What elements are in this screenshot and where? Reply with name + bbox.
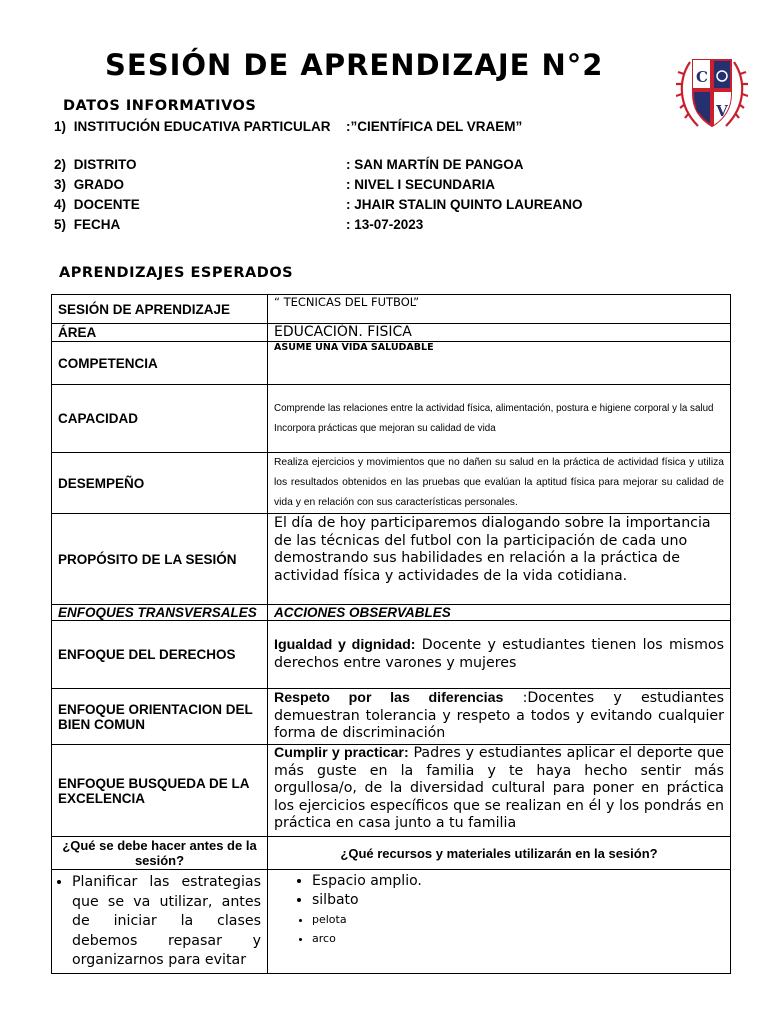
info-row-distrito (54, 157, 137, 172)
info-value-grado: : NIVEL I SECUNDARIA (346, 177, 496, 192)
header-acciones: ACCIONES OBSERVABLES (268, 605, 731, 621)
label-sesion: SESIÓN DE APRENDIZAJE (52, 295, 268, 324)
value-enfoque-bien-comun (268, 689, 731, 745)
info-num: 4) (54, 197, 67, 212)
cell-planificar (52, 870, 268, 974)
label-desempeno: DESEMPEÑO (52, 453, 268, 514)
info-row-docente (54, 197, 140, 212)
value-desempeno: Realiza ejercicios y movimientos que no dañen su salud en la práctica de actividad física y utiliza los resultados obtenidos en las pruebas que evalúan la aptitud física para mejorar su calidad de vida y en relación con sus características personales. (268, 453, 731, 514)
value-capacidad (268, 385, 731, 453)
row-enfoques-header (52, 605, 731, 621)
aprendizajes-heading: APRENDIZAJES ESPERADOS (59, 265, 294, 281)
info-label: INSTITUCIÓN EDUCATIVA PARTICULAR (73, 119, 331, 134)
row-planificar-recursos (52, 870, 731, 974)
info-value-institucion: :”CIENTÍFICA DEL VRAEM” (346, 119, 523, 134)
label-proposito: PROPÓSITO DE LA SESIÓN (52, 514, 268, 605)
info-num: 5) (54, 217, 67, 232)
info-label: GRADO (73, 177, 125, 192)
page-title: SESIÓN DE APRENDIZAJE N°2 (105, 48, 604, 82)
info-label: DISTRITO (73, 157, 137, 172)
value-enfoque-derechos (268, 621, 731, 689)
info-value-distrito: : SAN MARTÍN DE PANGOA (346, 157, 524, 172)
cell-recursos (268, 870, 731, 974)
question-antes: ¿Qué se debe hacer antes de la sesión? (52, 837, 268, 870)
planificar-list (58, 873, 261, 971)
crest-letter-v: V (716, 102, 728, 120)
value-sesion: “ TECNICAS DEL FUTBOL” (268, 295, 731, 324)
info-label: FECHA (73, 217, 121, 232)
capacidad-line-1: Comprende las relaciones entre la actividad física, alimentación, postura e higiene corporal y la salud (274, 402, 714, 414)
recurso-item: • Espacio amplio. (312, 872, 724, 891)
info-num: 3) (54, 177, 67, 192)
question-recursos: ¿Qué recursos y materiales utilizarán en la sesión? (268, 837, 731, 870)
row-capacidad (52, 385, 731, 453)
crest-letter-c: C (696, 68, 708, 86)
info-row-institucion (54, 119, 331, 134)
label-capacidad: CAPACIDAD (52, 385, 268, 453)
label-enfoque-derechos: ENFOQUE DEL DERECHOS (52, 621, 268, 689)
info-row-grado (54, 177, 124, 192)
info-value-fecha: : 13-07-2023 (346, 217, 424, 232)
planificar-item: • Planificar las estrategias que se va utilizar, antes de iniciar la clases debemos repasar y organizarnos para evitar (72, 873, 261, 971)
datos-heading: DATOS INFORMATIVOS (63, 98, 257, 114)
row-enfoque-excelencia (52, 745, 731, 837)
enfoque-bold: Igualdad y dignidad: (274, 637, 416, 653)
recurso-item: • silbato (312, 891, 724, 910)
info-label: DOCENTE (73, 197, 140, 212)
session-table (51, 294, 731, 974)
label-enfoque-bien-comun: ENFOQUE ORIENTACION DEL BIEN COMUN (52, 689, 268, 745)
label-enfoque-excelencia: ENFOQUE BUSQUEDA DE LA EXCELENCIA (52, 745, 268, 837)
info-num: 1) (54, 119, 67, 134)
label-competencia: COMPETENCIA (52, 342, 268, 385)
info-num: 2) (54, 157, 67, 172)
row-area (52, 324, 731, 342)
school-crest-logo (676, 50, 748, 136)
row-competencia (52, 342, 731, 385)
recurso-item: • pelota (312, 910, 724, 929)
row-preguntas (52, 837, 731, 870)
label-area: ÁREA (52, 324, 268, 342)
header-enfoques: ENFOQUES TRANSVERSALES (52, 605, 268, 621)
enfoque-bold: Cumplir y practicar: (274, 745, 409, 761)
capacidad-line-2: Incorpora prácticas que mejoran su calidad de vida (274, 422, 496, 434)
value-area: EDUCACIÓN. FISICA (268, 324, 731, 342)
info-row-fecha (54, 217, 120, 232)
enfoque-text: Padres y estudiantes aplicar el deporte que más guste en la familia y te haya hecho sentir más orgullosa/o, de la diversidad cultural para poner en práctica los ejercicios específicos que se realizan en él y los pondrás en práctica en casa junto a tu familia (274, 745, 724, 831)
row-enfoque-derechos (52, 621, 731, 689)
enfoque-text: :Docentes y estudiantes demuestran tolerancia y respeto a todos y evitando cualquier forma de discriminación (274, 690, 724, 742)
enfoque-text: Docente y estudiantes tienen los mismos derechos entre varones y mujeres (274, 637, 724, 671)
row-sesion (52, 295, 731, 324)
recurso-item: • arco (312, 929, 724, 948)
value-proposito: El día de hoy participaremos dialogando sobre la importancia de las técnicas del futbol con la participación de cada uno demostrando sus habilidades en relación a la práctica de actividad física y actividades de la vida cotidiana. (268, 514, 731, 605)
row-enfoque-bien-comun (52, 689, 731, 745)
enfoque-bold: Respeto por las diferencias (274, 690, 504, 707)
row-desempeno (52, 453, 731, 514)
info-value-docente: : JHAIR STALIN QUINTO LAUREANO (346, 197, 583, 212)
recursos-list (274, 872, 724, 948)
value-competencia: ASUME UNA VIDA SALUDABLE (268, 342, 731, 385)
row-proposito (52, 514, 731, 605)
value-enfoque-excelencia (268, 745, 731, 837)
